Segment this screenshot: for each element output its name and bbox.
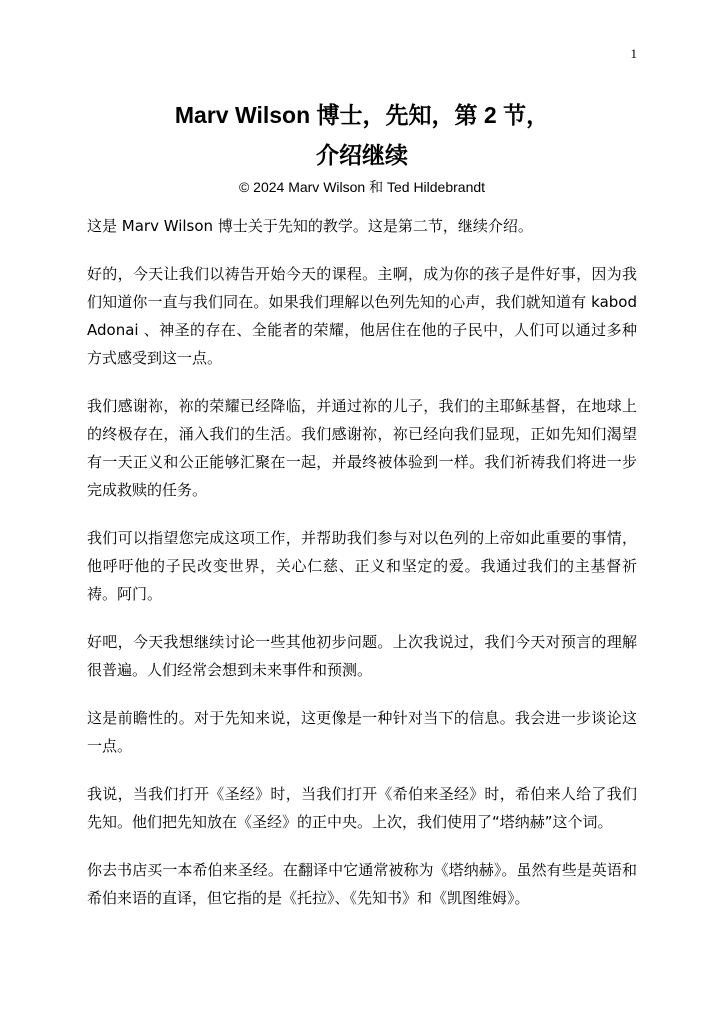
copyright-notice: © 2024 Marv Wilson 和 Ted Hildebrandt xyxy=(238,179,486,195)
paragraph: 好的，今天让我们以祷告开始今天的课程。主啊，成为你的孩子是件好事，因为我们知道你一直与我们同在。如果我们理解以色列先知的心声，我们就知道有 kabod Adonai 、神圣的存在、全能者的荣耀，他居住在他的子民中，人们可以通过多种方式感受到这一点。 xyxy=(87,265,637,367)
paragraph: 我说，当我们打开《圣经》时，当我们打开《希伯来圣经》时，希伯来人给了我们先知。他们把先知放在《圣经》的正中央。上次，我们使用了“塔纳赫”这个词。 xyxy=(87,785,637,831)
paragraph: 你去书店买一本希伯来圣经。在翻译中它通常被称为《塔纳赫》。虽然有些是英语和希伯来语的直译，但它指的是《托拉》、《先知书》和《凯图维姆》。 xyxy=(87,861,637,907)
title-block xyxy=(87,95,637,197)
page-number: 1 xyxy=(630,46,637,61)
paragraph: 这是 Marv Wilson 博士关于先知的教学。这是第二节，继续介绍。 xyxy=(87,217,533,235)
paragraph: 我们可以指望您完成这项工作，并帮助我们参与对以色列的上帝如此重要的事情，他呼吁他的子民改变世界，关心仁慈、正义和坚定的爱。我通过我们的主基督祈祷。阿门。 xyxy=(87,529,637,603)
document-body xyxy=(87,212,637,932)
paragraph: 我们感谢祢，祢的荣耀已经降临，并通过祢的儿子，我们的主耶稣基督，在地球上的终极存在，涌入我们的生活。我们感谢祢，祢已经向我们显现，正如先知们渴望有一天正义和公正能够汇聚在一起，并最终被体验到一样。我们祈祷我们将进一步完成救赎的任务。 xyxy=(87,397,637,499)
document-title-line-1: Marv Wilson 博士，先知，第 2 节， xyxy=(174,102,550,128)
document-title-line-2: 介绍继续 xyxy=(316,142,408,168)
paragraph: 好吧，今天我想继续讨论一些其他初步问题。上次我说过，我们今天对预言的理解很普遍。人们经常会想到未来事件和预测。 xyxy=(87,633,637,679)
paragraph: 这是前瞻性的。对于先知来说，这更像是一种针对当下的信息。我会进一步谈论这一点。 xyxy=(87,709,637,755)
